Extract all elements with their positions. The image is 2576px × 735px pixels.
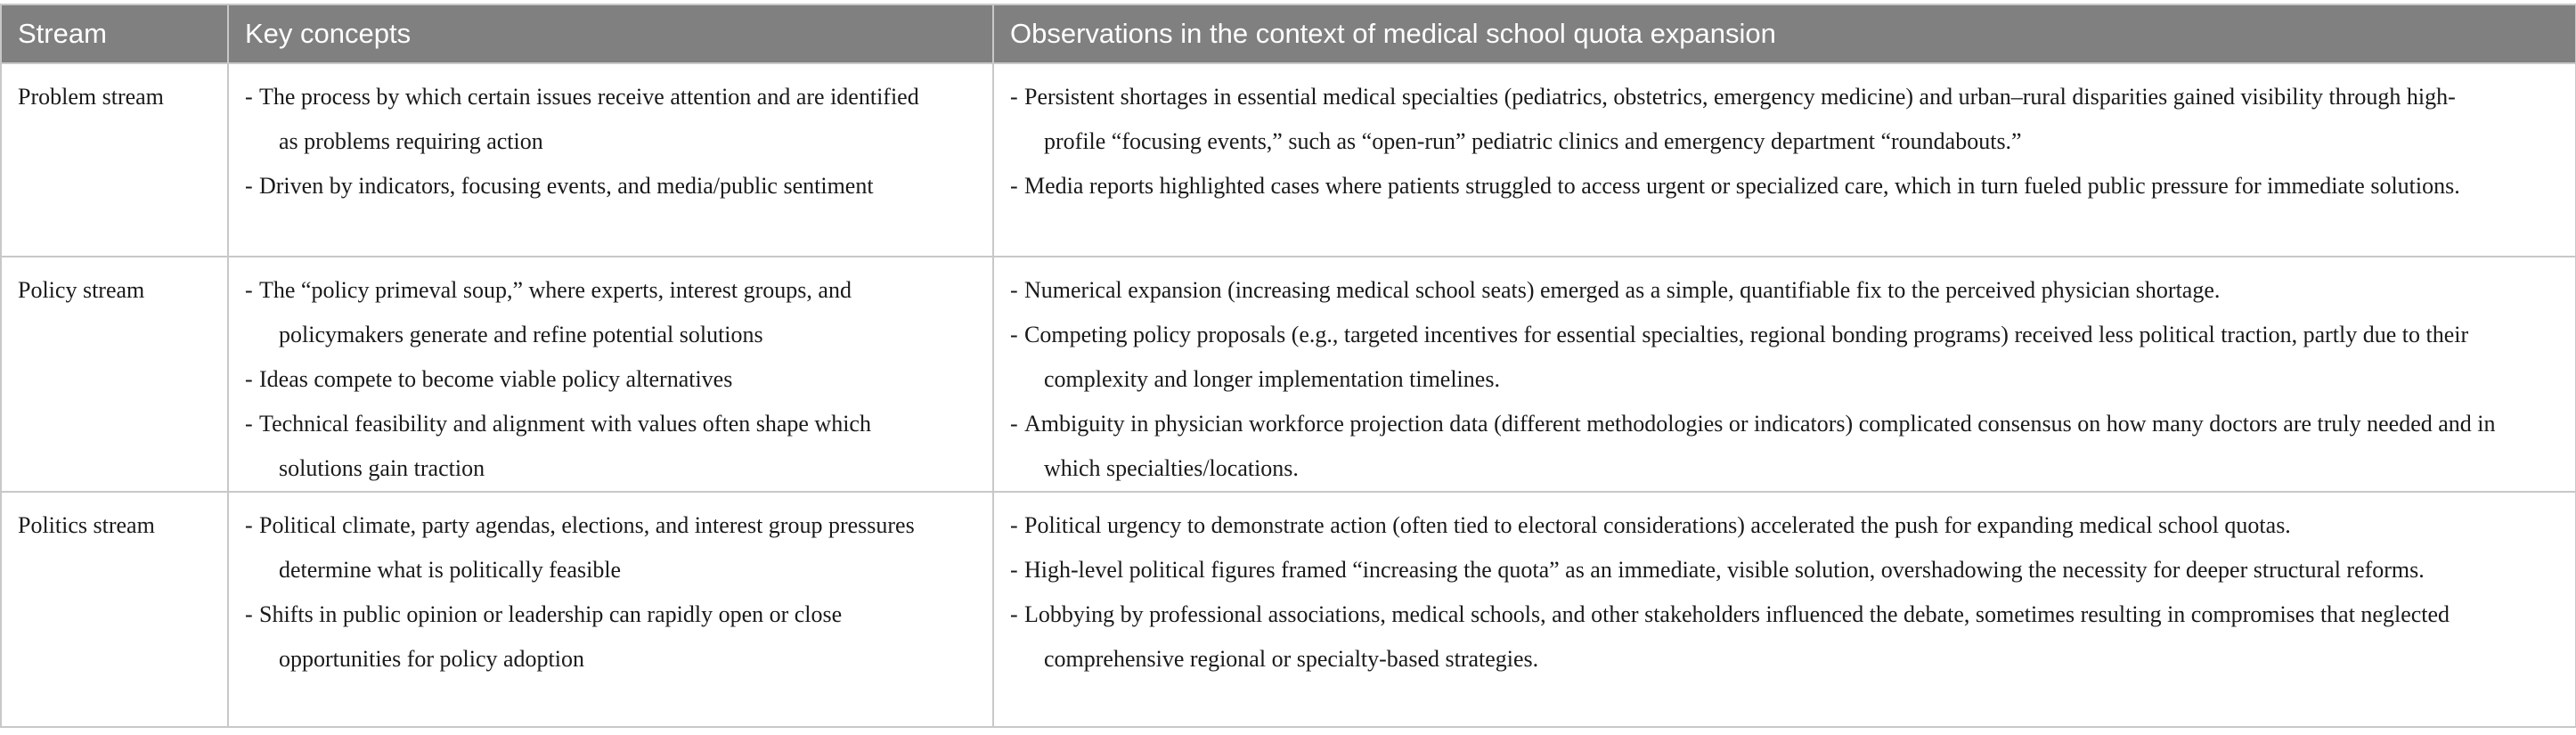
bullet-text: Persistent shortages in essential medical specialties (pediatrics, obstetrics, emergency medicine) and urban–rural disparities gained visibility through high-profile “focusing events,” such as “open-run” pediatric clinics and emergency department “roundabouts.”: [1024, 84, 2456, 154]
bullet-text: Ideas compete to become viable policy alternatives: [259, 366, 733, 392]
bullet-item: [1010, 313, 2504, 402]
bullet-dash: -: [245, 277, 253, 303]
bullet-text: The “policy primeval soup,” where experts, interest groups, and policymakers generate and refine potential solutions: [259, 277, 852, 347]
bullet-dash: -: [245, 411, 253, 437]
bullet-dash: -: [1010, 601, 1018, 627]
bullet-text: Technical feasibility and alignment with values often shape which solutions gain traction: [259, 411, 871, 481]
bullet-dash: -: [245, 366, 253, 392]
bullet-dash: -: [245, 512, 253, 538]
bullet-item: [245, 164, 930, 208]
bullet-item: [245, 268, 930, 357]
bullet-dash: -: [245, 84, 253, 110]
table-row: [1, 492, 2576, 727]
bullet-dash: -: [1010, 557, 1018, 583]
bullet-item: [1010, 164, 2504, 208]
bullet-dash: -: [1010, 84, 1018, 110]
observations-cell: [993, 63, 2576, 257]
bullet-text: Ambiguity in physician workforce projection data (different methodologies or indicators) complicated consensus on how many doctors are truly needed and in which specialties/locations.: [1024, 411, 2496, 481]
stream-cell: Politics stream: [1, 492, 228, 727]
bullet-item: [1010, 503, 2504, 548]
bullet-text: Media reports highlighted cases where patients struggled to access urgent or specialized care, which in turn fueled public pressure for immediate solutions.: [1024, 173, 2460, 199]
bullet-dash: -: [1010, 512, 1018, 538]
key-concepts-cell: [228, 63, 993, 257]
bullet-text: Political urgency to demonstrate action (often tied to electoral considerations) accelerated the push for expanding medical school quotas.: [1024, 512, 2291, 538]
header-key-concepts: Key concepts: [228, 4, 993, 63]
table-row: [1, 257, 2576, 492]
bullet-text: High-level political figures framed “increasing the quota” as an immediate, visible solution, overshadowing the necessity for deeper structural reforms.: [1024, 557, 2425, 583]
streams-table: [0, 4, 2576, 728]
observations-cell: [993, 257, 2576, 492]
bullet-text: The process by which certain issues receive attention and are identified as problems requiring action: [259, 84, 919, 154]
bullet-text: Numerical expansion (increasing medical school seats) emerged as a simple, quantifiable fix to the perceived physician shortage.: [1024, 277, 2221, 303]
header-observations: Observations in the context of medical school quota expansion: [993, 4, 2576, 63]
bullet-dash: -: [245, 601, 253, 627]
bullet-item: [1010, 268, 2504, 313]
bullet-item: [245, 357, 930, 402]
bullet-item: [245, 402, 930, 491]
bullet-text: Political climate, party agendas, elections, and interest group pressures determine what is politically feasible: [259, 512, 915, 583]
bullet-dash: -: [1010, 411, 1018, 437]
observations-cell: [993, 492, 2576, 727]
bullet-dash: -: [245, 173, 253, 199]
table-row: [1, 63, 2576, 257]
bullet-text: Lobbying by professional associations, medical schools, and other stakeholders influenced the debate, sometimes resulting in compromises that neglected comprehensive regional or specialty-based strategies.: [1024, 601, 2450, 672]
bullet-item: [1010, 75, 2504, 164]
key-concepts-cell: [228, 257, 993, 492]
bullet-dash: -: [1010, 173, 1018, 199]
bullet-text: Driven by indicators, focusing events, and media/public sentiment: [259, 173, 874, 199]
bullet-dash: -: [1010, 277, 1018, 303]
bullet-text: Shifts in public opinion or leadership can rapidly open or close opportunities for policy adoption: [259, 601, 843, 672]
bullet-item: [1010, 402, 2504, 491]
stream-cell: Policy stream: [1, 257, 228, 492]
stream-cell: Problem stream: [1, 63, 228, 257]
header-stream: Stream: [1, 4, 228, 63]
bullet-item: [245, 592, 930, 682]
bullet-dash: -: [1010, 322, 1018, 347]
bullet-item: [1010, 592, 2504, 682]
bullet-item: [1010, 548, 2504, 592]
header-row: [1, 4, 2576, 63]
bullet-item: [245, 503, 930, 592]
bullet-text: Competing policy proposals (e.g., targeted incentives for essential specialties, regional bonding programs) received less political traction, partly due to their complexity and longer implementation timelines.: [1024, 322, 2469, 392]
key-concepts-cell: [228, 492, 993, 727]
bullet-item: [245, 75, 930, 164]
